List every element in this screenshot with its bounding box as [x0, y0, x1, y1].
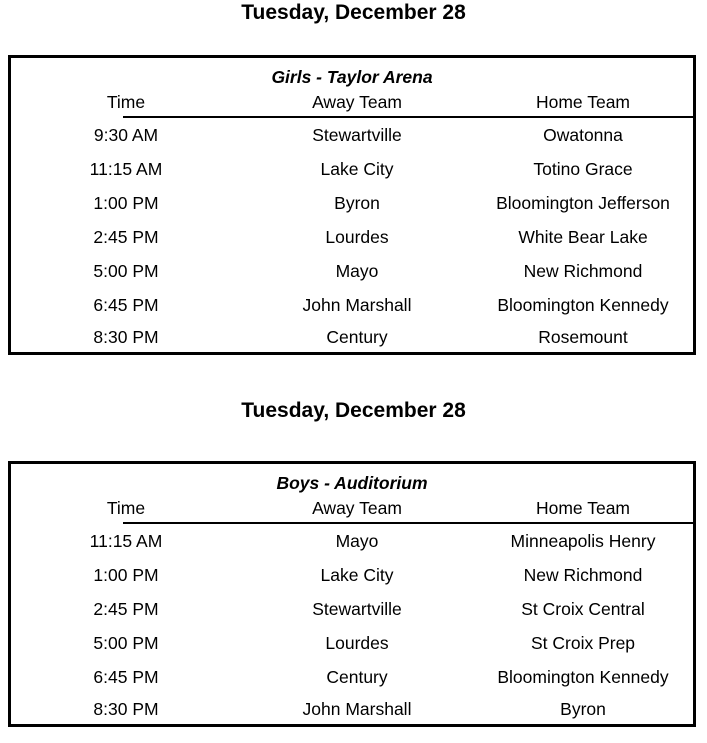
game-time: 2:45 PM — [93, 599, 159, 619]
game-time: 6:45 PM — [93, 667, 159, 687]
home-team: St Croix Central — [521, 599, 645, 619]
game-time: 5:00 PM — [93, 633, 159, 653]
table-row — [11, 118, 693, 152]
game-time: 6:45 PM — [93, 295, 159, 315]
header-home-team: Home Team — [535, 92, 631, 112]
table-header — [11, 494, 693, 522]
table-row — [11, 152, 693, 186]
game-time: 8:30 PM — [93, 699, 159, 719]
home-team: Byron — [560, 699, 606, 719]
away-team: Stewartville — [312, 599, 402, 619]
away-team: Lake City — [320, 159, 394, 179]
venue-title: Boys - Auditorium — [276, 473, 428, 493]
table-row — [11, 220, 693, 254]
away-team: Mayo — [335, 531, 379, 551]
game-time: 11:15 AM — [89, 531, 163, 551]
game-time: 5:00 PM — [93, 261, 159, 281]
table-header — [11, 88, 693, 116]
home-team: Bloomington Jefferson — [496, 193, 670, 213]
home-team: St Croix Prep — [530, 633, 636, 653]
table-row — [11, 660, 693, 694]
away-team: Stewartville — [312, 125, 402, 145]
game-time: 11:15 AM — [89, 159, 163, 179]
home-team: Bloomington Kennedy — [497, 667, 669, 687]
table-row — [11, 254, 693, 288]
home-team: Rosemount — [538, 327, 628, 347]
away-team: Mayo — [335, 261, 379, 281]
table-row — [11, 288, 693, 322]
girls-schedule-table — [8, 55, 696, 355]
section-date-girls: Tuesday, December 28 — [241, 1, 466, 24]
away-team: Century — [326, 327, 388, 347]
away-team: Byron — [334, 193, 380, 213]
game-time: 1:00 PM — [93, 193, 159, 213]
away-team: John Marshall — [302, 295, 412, 315]
boys-schedule-table — [8, 461, 696, 727]
section-date-boys: Tuesday, December 28 — [241, 399, 466, 422]
header-away-team: Away Team — [312, 498, 402, 518]
table-row — [11, 322, 693, 352]
away-team: Lake City — [320, 565, 394, 585]
table-row — [11, 186, 693, 220]
table-row — [11, 694, 693, 724]
home-team: New Richmond — [523, 261, 643, 281]
header-time: Time — [106, 92, 146, 112]
home-team: Owatonna — [543, 125, 623, 145]
away-team: Lourdes — [325, 633, 389, 653]
home-team: Minneapolis Henry — [510, 531, 656, 551]
home-team: Totino Grace — [533, 159, 633, 179]
game-time: 8:30 PM — [93, 327, 159, 347]
header-time: Time — [106, 498, 146, 518]
home-team: New Richmond — [523, 565, 643, 585]
header-home-team: Home Team — [535, 498, 631, 518]
table-row — [11, 558, 693, 592]
away-team: Century — [326, 667, 388, 687]
game-time: 2:45 PM — [93, 227, 159, 247]
table-row — [11, 524, 693, 558]
home-team: White Bear Lake — [518, 227, 648, 247]
away-team: John Marshall — [302, 699, 412, 719]
venue-title: Girls - Taylor Arena — [271, 67, 433, 87]
home-team: Bloomington Kennedy — [497, 295, 669, 315]
away-team: Lourdes — [325, 227, 389, 247]
game-time: 1:00 PM — [93, 565, 159, 585]
table-row — [11, 626, 693, 660]
header-away-team: Away Team — [312, 92, 402, 112]
game-time: 9:30 AM — [93, 125, 159, 145]
table-row — [11, 592, 693, 626]
